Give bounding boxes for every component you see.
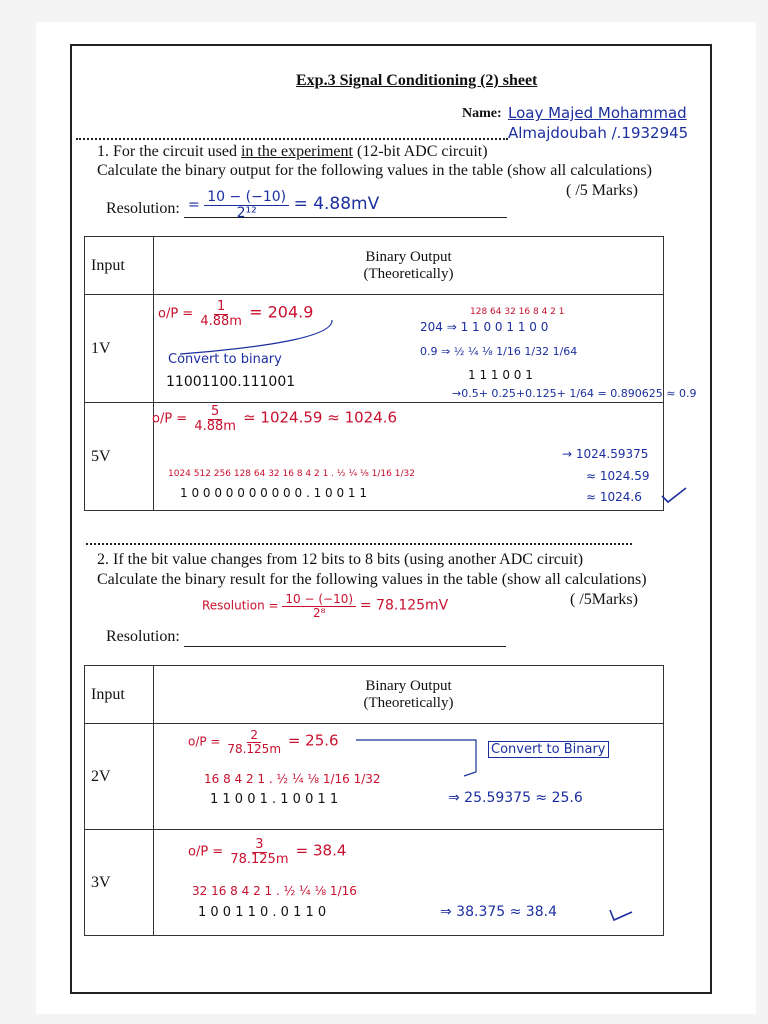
q2-3v-weights: 32 16 8 4 2 1 . ½ ¼ ⅛ 1/16 xyxy=(192,884,357,898)
q2-header-output: Binary Output (Theoretically) xyxy=(154,666,664,724)
q2-2v-bits: 1 1 0 0 1 . 1 0 0 1 1 xyxy=(210,792,339,807)
q1-line2: Calculate the binary output for the following values in the table (show all calculations) xyxy=(97,162,652,179)
q1-1v-frac-bits: 1 1 1 0 0 1 xyxy=(468,368,533,382)
q1-resolution-formula: = $\frac{10 - (-10)}{\text{2¹²}}$ = 4.88mV xyxy=(188,189,380,221)
q1-resolution-line xyxy=(184,217,507,218)
divider-dots xyxy=(76,138,508,140)
check-mark-icon xyxy=(608,906,638,924)
student-name-line1: Loay Majed Mohammad xyxy=(508,104,687,122)
q2-line2: Calculate the binary result for the following values in the table (show all calculations) xyxy=(97,571,647,588)
q2-3v-bits: 1 0 0 1 1 0 . 0 1 1 0 xyxy=(198,905,327,920)
section-divider-dots xyxy=(86,543,632,545)
q2-resolution-line xyxy=(184,646,506,647)
q1-marks: ( /5 Marks) xyxy=(566,182,638,199)
q1-5v-check2: ≈ 1024.59 xyxy=(586,469,650,483)
q1-5v-weights: 1024 512 256 128 64 32 16 8 4 2 1 . ½ ¼ ⅛ 1/16 1/32 xyxy=(168,469,415,479)
q1-row-5v-input: 5V xyxy=(85,403,154,511)
student-name-line2: Almajdoubah /.1932945 xyxy=(508,124,689,142)
q2-marks: ( /5Marks) xyxy=(570,591,638,608)
q1-header-input: Input xyxy=(85,237,154,295)
q2-3v-output-calc: o/P = $\frac{3}{78.125m}$ = 38.4 xyxy=(188,837,347,867)
q2-2v-weights: 16 8 4 2 1 . ½ ¼ ⅛ 1/16 1/32 xyxy=(204,772,381,786)
q1-header-output: Binary Output (Theoretically) xyxy=(154,237,664,295)
q2-resolution-formula: Resolution = $\frac{10 - (-10)}{\text{2⁸}}$ = 78.125mV xyxy=(202,592,449,620)
q2-2v-result: ⇒ 25.59375 ≈ 25.6 xyxy=(448,790,583,806)
q2-3v-result: ⇒ 38.375 ≈ 38.4 xyxy=(440,904,557,920)
q1-5v-output-calc: o/P = $\frac{5}{4.88m}$ ≃ 1024.59 ≈ 1024.6 xyxy=(152,404,398,434)
q1-1v-convert-note: Convert to binary xyxy=(168,352,282,367)
q1-1v-int-weights: 128 64 32 16 8 4 2 1 xyxy=(470,307,565,317)
q1-1v-output-calc: o/P = $\frac{1}{4.88m}$ = 204.9 xyxy=(158,299,314,329)
q2-header-input: Input xyxy=(85,666,154,724)
q1-1v-int-bits: 204 ⇒ 1 1 0 0 1 1 0 0 xyxy=(420,320,549,334)
q2-2v-convert-note: Convert to Binary xyxy=(488,741,609,758)
q1-5v-check3: ≈ 1024.6 xyxy=(586,490,642,504)
q1-5v-check1: → 1024.59375 xyxy=(562,447,649,461)
q2-row-2v-input: 2V xyxy=(85,724,154,830)
q2-resolution-label: Resolution: xyxy=(106,628,180,645)
q1-1v-frac-weights: 0.9 ⇒ ½ ¼ ⅛ 1/16 1/32 1/64 xyxy=(420,345,578,358)
q1-5v-bits: 1 0 0 0 0 0 0 0 0 0 0 . 1 0 0 1 1 xyxy=(180,486,368,500)
q1-row-1v-input: 1V xyxy=(85,295,154,403)
q2-row-3v-input: 3V xyxy=(85,830,154,936)
q2-2v-output-calc: o/P = $\frac{2}{78.125m}$ = 25.6 xyxy=(188,728,339,756)
q1-1v-frac-sum: →0.5+ 0.25+0.125+ 1/64 = 0.890625 ≈ 0.9 xyxy=(452,387,697,400)
q1-1v-binary-result: 11001100.111001 xyxy=(166,374,296,390)
q1-1v-arrow xyxy=(330,320,350,350)
q1-line1: 1. For the circuit used in the experiment (12-bit ADC circuit) xyxy=(97,143,488,160)
name-label: Name: xyxy=(462,106,502,121)
q1-resolution-label: Resolution: xyxy=(106,200,180,217)
q2-line1: 2. If the bit value changes from 12 bits to 8 bits (using another ADC circuit) xyxy=(97,551,584,568)
page-title: Exp.3 Signal Conditioning (2) sheet xyxy=(296,72,538,89)
check-mark-icon xyxy=(660,486,690,506)
